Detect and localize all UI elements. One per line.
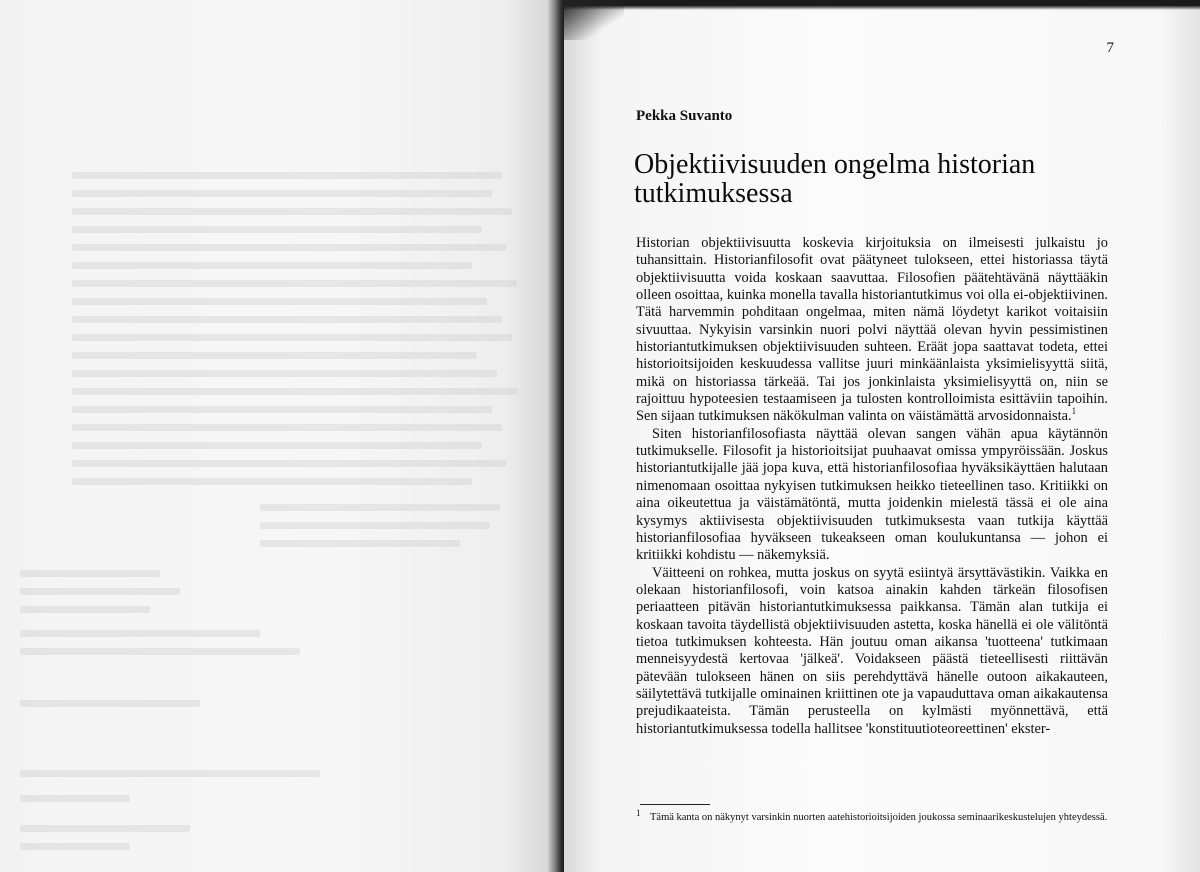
article-author: Pekka Suvanto	[636, 108, 733, 124]
footnote-reference: 1	[1071, 406, 1077, 417]
page-edge-shadow	[564, 0, 1200, 10]
corner-shadow	[564, 0, 624, 40]
paragraph-3: Väitteeni on rohkea, mutta joskus on syytä esiintyä ärsyttävästikin. Vaikka en olekaan historianfilosofi, voin katsoa ainakin kahden tärkeän filosofisen periaatteen pitävän historiantutkimuksessa paikkansa. Tämän alan tutkija ei koskaan tavoita täydellistä objektiivisuuden astetta, koska hänellä ei ole välitöntä tietoa tutkimuksen kohteesta. Hän joutuu oman aikansa 'tuotteena' tutkimaan menneisyydestä kertovaa 'jälkeä'. Voidakseen päästä tieteellisesti riittävän pätevään tulokseen hänen on siis perehdyttävä hänelle outoon aikakauteen, säilytettävä tutkijalle ominainen kriittinen ote ja vapauduttava oman aikakautensa prejudikaateista. Tämän perusteella on kylmästi myönnettävä, että historiantutkimuksessa todella hallitsee 'konstituutioteoreettinen' ekster-	[636, 564, 1108, 737]
page-number: 7	[1106, 40, 1114, 56]
left-page-blank	[0, 0, 548, 872]
paragraph-2: Siten historianfilosofiasta näyttää olevan sangen vähän apua käytännön tutkimukselle. Filosofit ja historioitsijat puuhaavat omissa ympyröissään. Joskus historiantutkijalle jää jopa kuva, että historianfilosofiaa hyväksikäyttäen halutaan nimenomaan osoittaa nykyisen tutkimuksen heikko tieteellinen taso. Kritiikki on aina oikeutettua ja väistämätöntä, mutta joidenkin mielestä tässä ei ole aina kysymys aktiivisesta objektiivisuuden tutkimuksesta vaan tutkija käyttää historianfilosofiaa hyväkseen tukeakseen oman koulukuntansa — johon ei kritiikki kohdistu — näkemyksiä.	[636, 425, 1108, 564]
book-gutter	[548, 0, 564, 872]
paragraph-1-text: Historian objektiivisuutta koskevia kirjoituksia on ilmeisesti julkaistu jo tuhansittain. Historianfilosofit ovat päätyneet tulokseen, ettei historiassa täytä objektiivisuutta voida koskaan saavuttaa. Filosofien päätehtävänä näyttääkin olleen osoittaa, kuinka monella tavalla historiantutkimus voi olla ei-objektiivinen. Tätä harvemmin pohditaan ongelmaa, miten nämä löydetyt karikot voitaisiin sivuuttaa. Nykyisin varsinkin nuori polvi näyttää olevan hyvin pessimistinen historiantutkimuksen objektiivisuuden suhteen. Eräät jopa saattavat todeta, ettei historioitsijoiden keskuudessa vallitse juuri minkäänlaista yksimielisyyttä siitä, mikä on historiassa tärkeää. Tai jos jonkinlaista yksimielisyyttä on, niin se rajoittuu hypoteesien testaamiseen ja tulosten kontrolloimista esittäviin tapoihin. Sen sijaan tutkimuksen näkökulman valinta on väistämättä arvosidonnaista.	[636, 235, 1108, 425]
right-page	[564, 0, 1200, 872]
footnote: $^1$ Tämä kanta on näkynyt varsinkin nuorten aatehistorioitsijoiden joukossa seminaarikeskustelujen yhteydessä.	[636, 807, 1108, 823]
paragraph-1	[636, 235, 1108, 426]
article-title: Objektiivisuuden ongelma historian tutkimuksessa	[634, 149, 1036, 209]
footnote-text: Tämä kanta on näkynyt varsinkin nuorten aatehistorioitsijoiden joukossa seminaarikeskustelujen yhteydessä.	[650, 812, 1108, 823]
page-edge-shade	[1160, 0, 1200, 872]
footnote-divider	[640, 804, 710, 805]
article-body	[636, 235, 1108, 738]
